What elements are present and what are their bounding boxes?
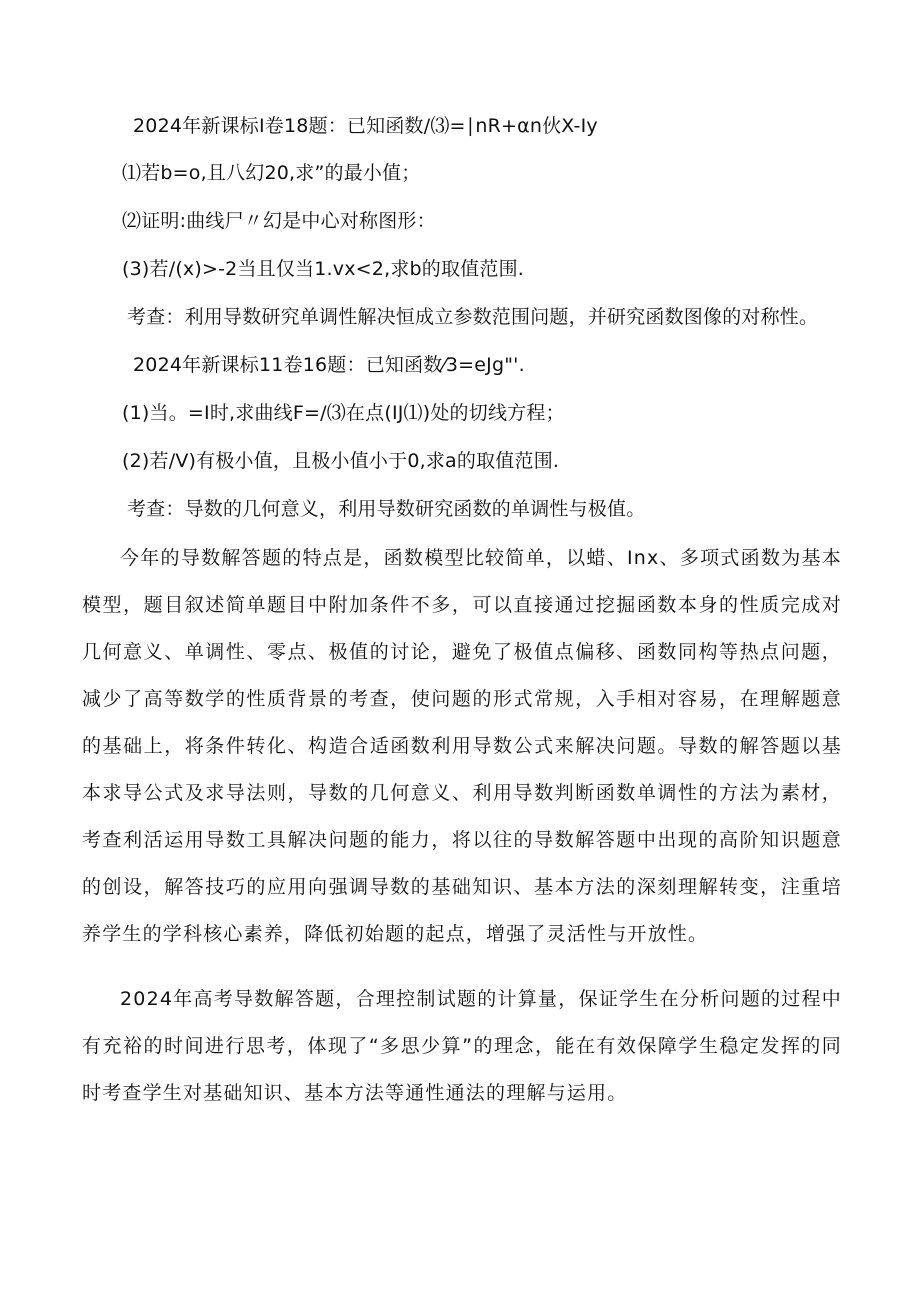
question-2-title: 2024年新课标11卷16题：已知函数⁄3=eJg"'. <box>133 354 525 376</box>
question-2-focus: 考查：导数的几何意义，利用导数研究函数的单调性与极值。 <box>127 498 646 520</box>
question-1-part-1: ⑴若b=o,且八幻20,求”的最小值； <box>122 162 421 184</box>
summary-paragraph: 2024年高考导数解答题，合理控制试题的计算量，保证学生在分析问题的过程中有充裕的时间进行思考，体现了“多思少算”的理念，能在有效保障学生稳定发挥的同时考查学生对基础知识、基本方法等通性通法的理解与运用。 <box>82 988 842 1104</box>
question-1-focus: 考查：利用导数研究单调性解决恒成立参数范围问题，并研究函数图像的对称性。 <box>127 306 819 328</box>
question-2-part-1: (1)当。=I时,求曲线F=/⑶在点(IJ⑴)处的切线方程； <box>122 402 565 424</box>
question-1-part-2: ⑵证明:曲线尸〃幻是中心对称图形： <box>122 210 436 232</box>
features-paragraph: 今年的导数解答题的特点是，函数模型比较简单，以蜡、Inx、多项式函数为基本模型，题目叙述简单题目中附加条件不多，可以直接通过挖掘函数本身的性质完成对几何意义、单调性、零点、极值的讨论，避免了极值点偏移、函数同构等热点问题，减少了高等数学的性质背景的考查，使问题的形式常规，入手相对容易，在理解题意的基础上，将条件转化、构造合适函数利用导数公式来解决问题。导数的解答题以基本求导公式及求导法则，导数的几何意义、利用导数判断函数单调性的方法为素材，考查利活运用导数工具解决问题的能力，将以往的导数解答题中出现的高阶知识题意的创设，解答技巧的应用向强调导数的基础知识、基本方法的深刻理解转变，注重培养学生的学科核心素养，降低初始题的起点，增强了灵活性与开放性。 <box>82 547 842 945</box>
question-2-part-2: (2)若/V)有极小值，且极小值小于0,求a的取值范围. <box>122 450 560 472</box>
question-1-title: 2024年新课标I卷18题：已知函数/⑶=∣nR+αn伙X-Iy <box>133 115 598 137</box>
question-1-part-3: (3)若/(x)>-2当且仅当1.vx<2,求b的取值范围. <box>122 258 525 280</box>
